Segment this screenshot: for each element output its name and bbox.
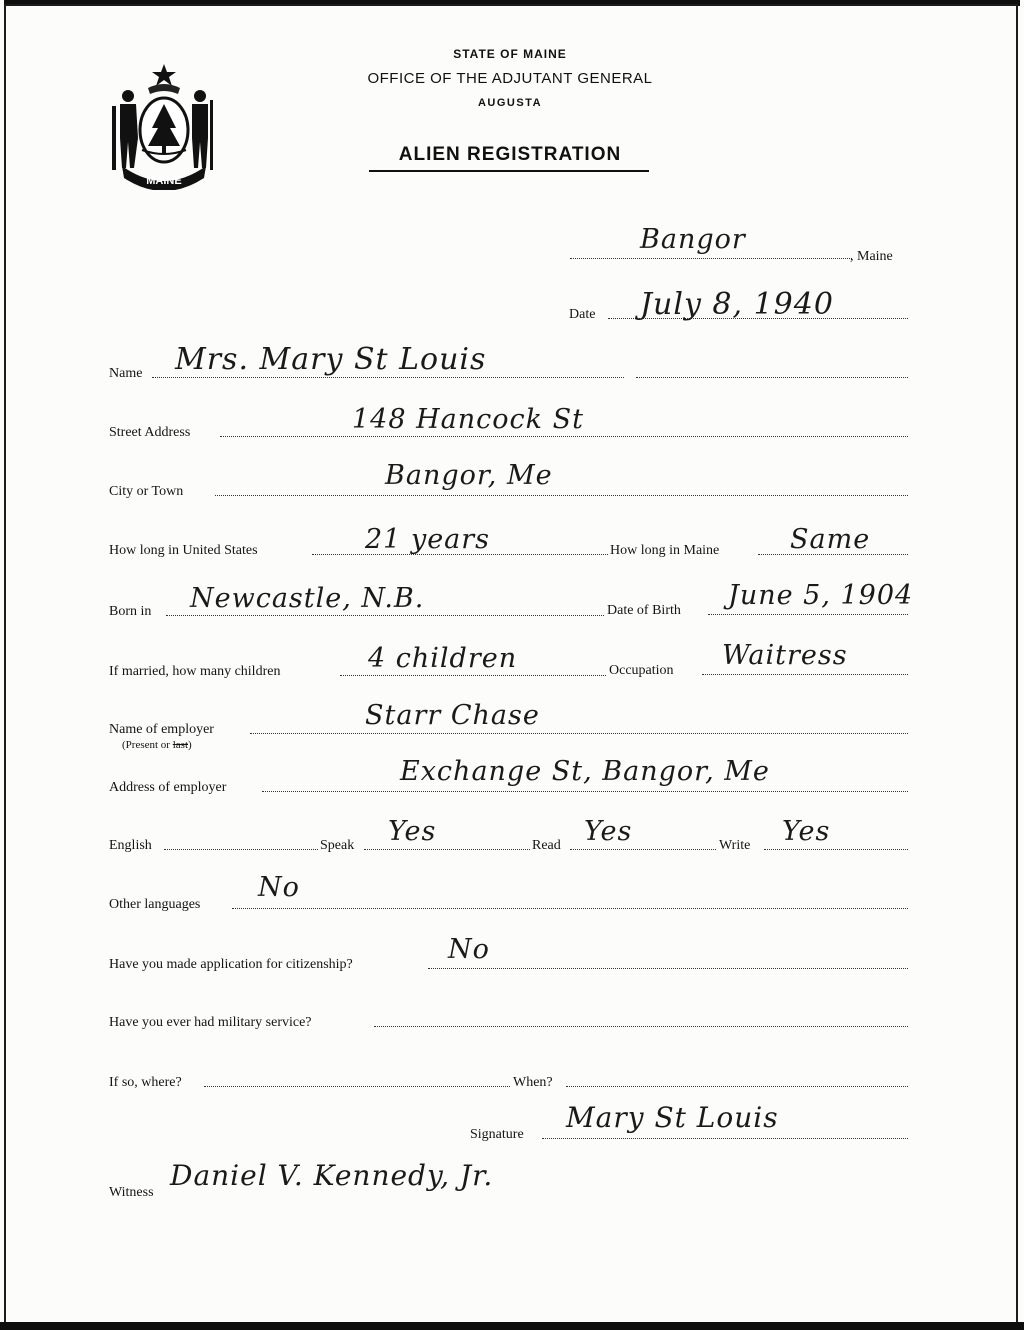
citizenship-line	[428, 968, 908, 969]
page-edge-bottom	[0, 1322, 1024, 1330]
occupation-line	[702, 674, 908, 675]
date-label: Date	[569, 307, 596, 322]
name-line-a	[152, 377, 624, 378]
born-in-value: Newcastle, N.B.	[190, 583, 425, 614]
date-of-birth-label: Date of Birth	[607, 603, 681, 618]
occupation-label: Occupation	[609, 663, 674, 678]
write-label: Write	[719, 838, 751, 853]
speak-line	[364, 849, 530, 850]
read-value: Yes	[584, 816, 633, 847]
how-long-maine-value: Same	[790, 524, 871, 555]
witness-value: Daniel V. Kennedy, Jr.	[170, 1159, 494, 1192]
speak-label: Speak	[320, 838, 355, 853]
employer-sub-last: last	[172, 739, 188, 751]
name-value: Mrs. Mary St Louis	[175, 342, 487, 377]
header-city: AUGUSTA	[477, 97, 543, 109]
date-of-birth-value: June 5, 1904	[728, 580, 914, 611]
date-value: July 8, 1940	[640, 287, 834, 322]
read-label: Read	[532, 838, 561, 853]
english-line	[164, 849, 318, 850]
name-label: Name	[109, 366, 143, 381]
seal-banner-text: MAINE	[146, 175, 182, 187]
citizenship-label: Have you made application for citizenship?	[109, 957, 353, 972]
born-in-label: Born in	[109, 604, 152, 619]
witness-label: Witness	[109, 1185, 154, 1200]
signature-line	[542, 1138, 908, 1139]
other-languages-value: No	[258, 872, 300, 903]
other-languages-line	[232, 908, 908, 909]
date-of-birth-line	[708, 614, 908, 615]
how-long-maine-label: How long in Maine	[610, 543, 720, 558]
military-label: Have you ever had military service?	[109, 1015, 312, 1030]
children-value: 4 children	[368, 643, 518, 674]
city-label: City or Town	[109, 484, 184, 499]
how-long-us-label: How long in United States	[109, 543, 258, 558]
employer-sub-present: (Present or	[122, 739, 170, 751]
employer-address-value: Exchange St, Bangor, Me	[400, 756, 770, 787]
header-office: OFFICE OF THE ADJUTANT GENERAL	[367, 70, 653, 87]
children-line	[340, 675, 606, 676]
when-label: When?	[513, 1075, 553, 1090]
speak-value: Yes	[388, 816, 437, 847]
where-line	[204, 1086, 510, 1087]
maine-state-seal-icon	[108, 58, 220, 190]
employer-sub-close: )	[188, 739, 192, 751]
town-value: Bangor	[640, 224, 746, 255]
employer-line	[250, 733, 908, 734]
signature-value: Mary St Louis	[566, 1101, 779, 1134]
street-address-value: 148 Hancock St	[352, 404, 584, 435]
write-value: Yes	[782, 816, 831, 847]
maine-label: , Maine	[850, 249, 893, 264]
born-in-line	[166, 615, 604, 616]
military-line	[374, 1026, 908, 1027]
title-underline	[369, 170, 649, 172]
how-long-us-value: 21 years	[365, 524, 491, 555]
children-label: If married, how many children	[109, 664, 281, 679]
street-address-label: Street Address	[109, 425, 191, 440]
occupation-value: Waitress	[722, 640, 848, 671]
signature-label: Signature	[470, 1127, 524, 1142]
when-line	[566, 1086, 908, 1087]
write-line	[764, 849, 908, 850]
town-line	[570, 258, 852, 259]
form-title: ALIEN REGISTRATION	[398, 144, 622, 165]
where-label: If so, where?	[109, 1075, 182, 1090]
employer-value: Starr Chase	[365, 700, 540, 731]
city-value: Bangor, Me	[385, 460, 553, 491]
city-line	[215, 495, 908, 496]
street-address-line	[220, 436, 908, 437]
citizenship-value: No	[448, 934, 490, 965]
employer-address-label: Address of employer	[109, 780, 227, 795]
read-line	[570, 849, 716, 850]
employer-label: Name of employer	[109, 722, 214, 737]
other-languages-label: Other languages	[109, 897, 201, 912]
employer-sublabel	[122, 739, 192, 751]
header-state: STATE OF MAINE	[453, 47, 567, 61]
employer-address-line	[262, 791, 908, 792]
english-label: English	[109, 838, 152, 853]
name-line-b	[636, 377, 908, 378]
